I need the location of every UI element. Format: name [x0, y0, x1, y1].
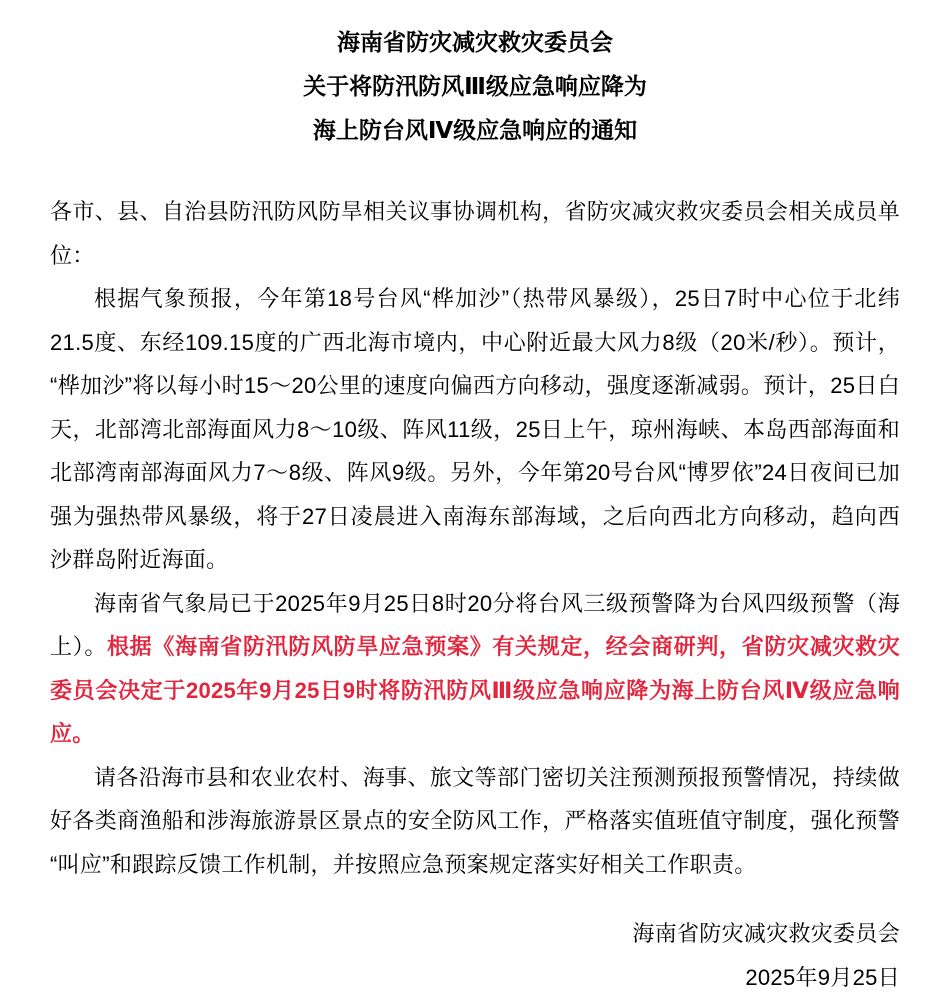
decision-highlight-text: 根据《海南省防汛防风防旱应急预案》有关规定，经会商研判，省防灾减灾救灾委员会决定于2025年9月25日9时将防汛防风Ⅲ级应急响应降为海上防台风Ⅳ级应急响应。: [50, 634, 900, 746]
paragraph-response-decision: [50, 582, 900, 756]
title-line-1: 海南省防灾减灾救灾委员会: [337, 29, 613, 55]
signature-issuer: 海南省防灾减灾救灾委员会: [632, 921, 900, 946]
document-title: [50, 20, 900, 152]
salutation: 各市、县、自治县防汛防风防旱相关议事协调机构，省防灾减灾救灾委员会相关成员单位：: [50, 199, 900, 268]
signature-date: 2025年9月25日: [745, 965, 900, 990]
document-body: [50, 190, 900, 886]
decision-normal-text: 海南省气象局已于2025年9月25日8时20分将台风三级预警降为台风四级预警（海上）。: [50, 590, 900, 659]
paragraph-typhoon-forecast: 根据气象预报，今年第18号台风“桦加沙”（热带风暴级），25日7时中心位于北纬21.5度、东经109.15度的广西北海市境内，中心附近最大风力8级（20米/秒）。预计，“桦加沙”将以每小时15～20公里的速度向偏西方向移动，强度逐渐减弱。预计，25日白天，北部湾北部海面风力8～10级、阵风11级，25日上午，琼州海峡、本岛西部海面和北部湾南部海面风力7～8级、阵风9级。另外，今年第20号台风“博罗依”24日夜间已加强为强热带风暴级，将于27日凌晨进入南海东部海域，之后向西北方向移动，趋向西沙群岛附近海面。: [50, 286, 900, 572]
signature-block: [50, 912, 900, 1000]
title-line-2: 关于将防汛防风Ⅲ级应急响应降为: [303, 73, 647, 99]
title-line-3: 海上防台风Ⅳ级应急响应的通知: [312, 117, 638, 143]
paragraph-work-requirements: 请各沿海市县和农业农村、海事、旅文等部门密切关注预测预报预警情况，持续做好各类商渔船和涉海旅游景区景点的安全防风工作，严格落实值班值守制度，强化预警“叫应”和跟踪反馈工作机制，并按照应急预案规定落实好相关工作职责。: [50, 764, 900, 877]
